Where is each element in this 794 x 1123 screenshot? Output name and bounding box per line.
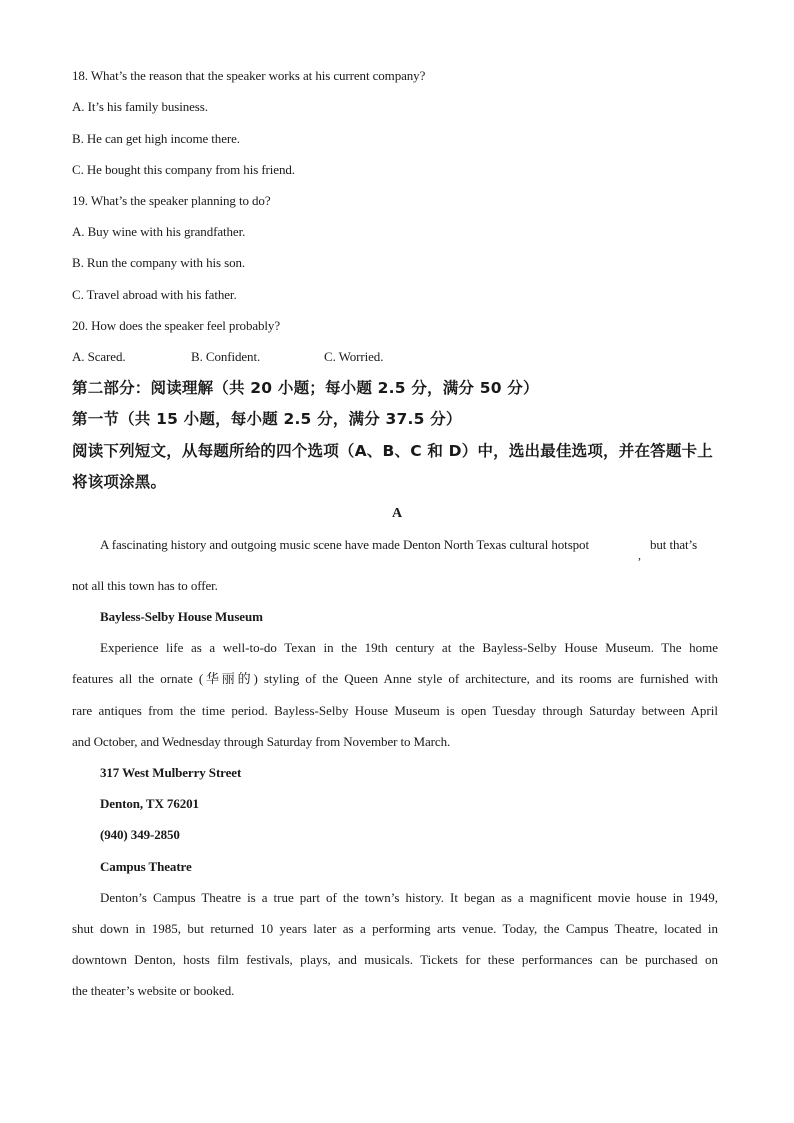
museum-title: Bayless-Selby House Museum xyxy=(100,609,263,624)
question-19-option-a: A. Buy wine with his grandfather. xyxy=(72,224,246,239)
theatre-title: Campus Theatre xyxy=(100,859,192,874)
question-20-option-a: A. Scared. xyxy=(72,349,126,364)
museum-address-city: Denton, TX 76201 xyxy=(100,796,199,811)
question-19-option-c: C. Travel abroad with his father. xyxy=(72,287,237,302)
intro-line-1: A fascinating history and outgoing music scene have made Denton North Texas cultural hotspot xyxy=(100,537,589,552)
question-20-option-c: C. Worried. xyxy=(324,349,384,364)
museum-paragraph-line-4: and October, and Wednesday through Saturday from November to March. xyxy=(72,734,451,749)
question-18-option-a: A. It’s his family business. xyxy=(72,99,208,114)
intro-comma: , xyxy=(638,548,641,562)
section-one-heading: 第一节（共 15 小题，每小题 2.5 分，满分 37.5 分） xyxy=(72,410,462,428)
museum-phone: (940) 349-2850 xyxy=(100,827,180,842)
museum-paragraph-line-3: rare antiques from the time period. Bayless-Selby House Museum is open Tuesday through Saturday between April xyxy=(72,703,718,718)
intro-line-2: not all this town has to offer. xyxy=(72,578,218,593)
question-20-stem: 20. How does the speaker feel probably? xyxy=(72,318,280,333)
intro-line-1-end: but that’s xyxy=(650,537,698,552)
question-19-option-b: B. Run the company with his son. xyxy=(72,255,246,270)
question-18-stem: 18. What’s the reason that the speaker works at his current company? xyxy=(72,68,426,83)
museum-address-street: 317 West Mulberry Street xyxy=(100,765,242,780)
question-18-option-b: B. He can get high income there. xyxy=(72,131,240,146)
part-two-heading: 第二部分：阅读理解（共 20 小题；每小题 2.5 分，满分 50 分） xyxy=(72,379,539,397)
museum-paragraph-line-1: Experience life as a well-to-do Texan in the 19th century at the Bayless-Selby House Museum. The home xyxy=(100,640,718,655)
theatre-paragraph-line-4: the theater’s website or booked. xyxy=(72,983,235,998)
instruction-line-1: 阅读下列短文，从每题所给的四个选项（A、B、C 和 D）中，选出最佳选项，并在答题卡上 xyxy=(72,442,713,460)
theatre-paragraph-line-3: downtown Denton, hosts film festivals, plays, and musicals. Tickets for these performances can be purchased on xyxy=(72,952,718,967)
theatre-paragraph-line-1: Denton’s Campus Theatre is a true part of the town’s history. It began as a magnificent movie house in 1949, xyxy=(100,890,718,905)
museum-paragraph-line-2: features all the ornate (华丽的) styling of the Queen Anne style of architecture, and its rooms are furnished with xyxy=(72,671,718,686)
question-20-option-b: B. Confident. xyxy=(191,349,261,364)
passage-label: A xyxy=(391,506,403,521)
question-18-option-c: C. He bought this company from his friend. xyxy=(72,162,295,177)
question-19-stem: 19. What’s the speaker planning to do? xyxy=(72,193,271,208)
theatre-paragraph-line-2: shut down in 1985, but returned 10 years later as a performing arts venue. Today, the Campus Theatre, located in xyxy=(72,921,718,936)
instruction-line-2: 将该项涂黑。 xyxy=(72,473,167,491)
